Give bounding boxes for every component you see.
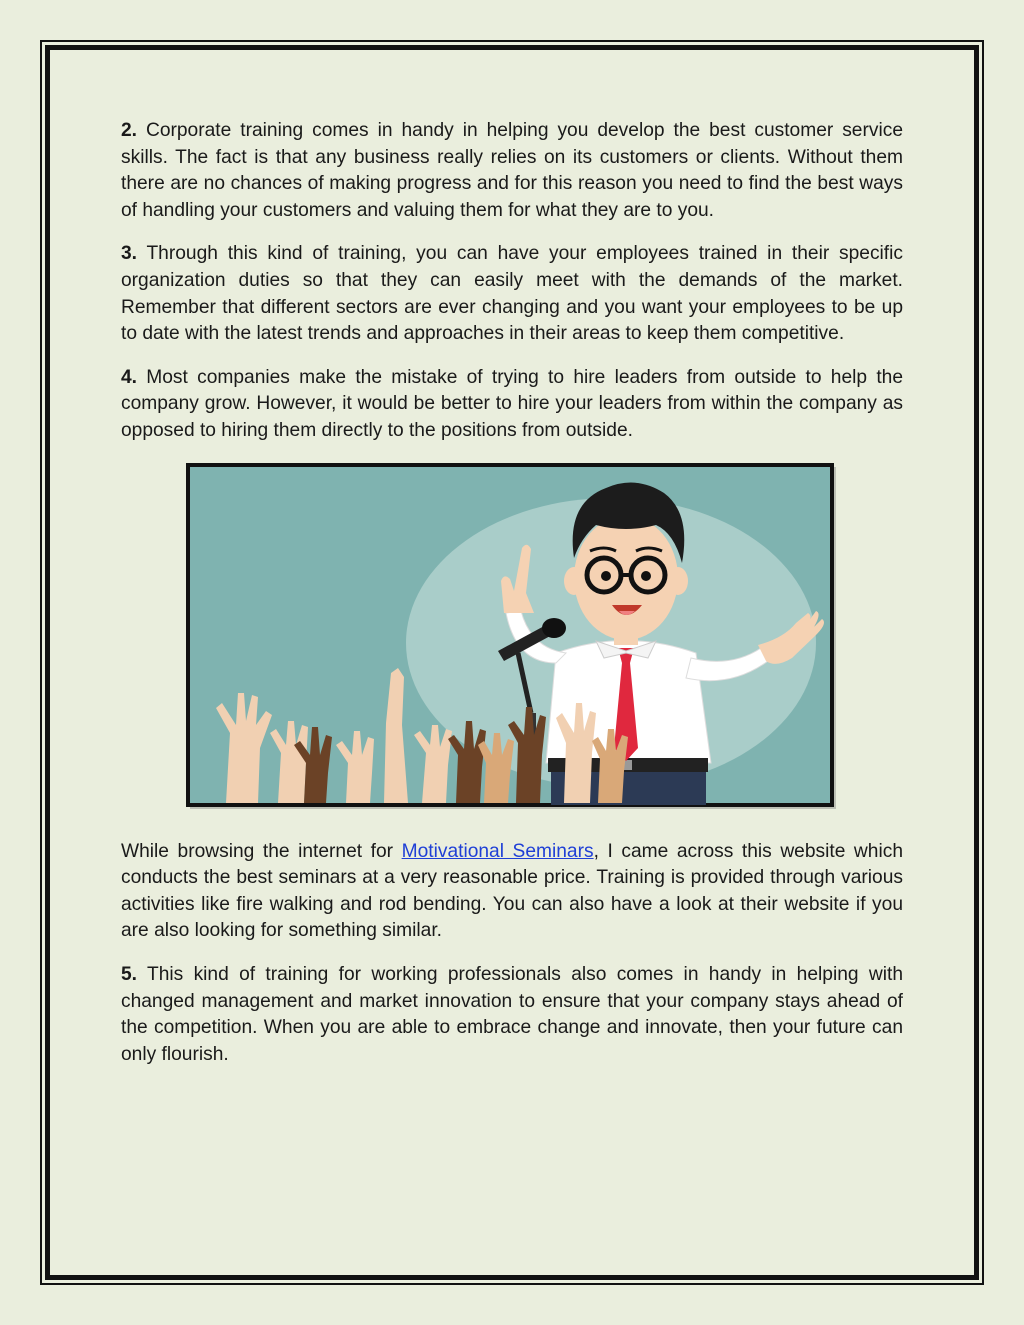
- paragraph-4: [121, 365, 903, 445]
- browsing-text-before: While browsing the internet for: [121, 840, 402, 862]
- paragraph-number: 2.: [121, 120, 138, 141]
- document-body: [121, 118, 903, 1085]
- paragraph-5: [121, 962, 903, 1068]
- motivational-seminars-link[interactable]: Motivational Seminars: [401, 840, 594, 862]
- paragraph-number: 4.: [121, 366, 138, 388]
- paragraph-number: 5.: [121, 963, 138, 985]
- browsing-text-after: , I came across this website which conducts the best seminars at a very reasonable price. Training is provided through various activities like fire walking and rod bending. You can also have a look at their website if you are also looking for something similar.: [121, 840, 903, 942]
- paragraph-number: 3.: [121, 243, 138, 265]
- paragraph-3: [121, 241, 903, 347]
- paragraph-text: Corporate training comes in handy in helping you develop the best customer service skills. The fact is that any business really relies on its customers or clients. Without them there are no chances of making progress and for this reason you need to find the best ways of handling your customers and valuing them for what they are to you.: [121, 120, 903, 221]
- speaker-with-raised-hands-icon: [186, 463, 836, 809]
- paragraph-2: [121, 118, 903, 224]
- paragraph-text: Through this kind of training, you can have your employees trained in their specific organization duties so that they can easily meet with the demands of the market. Remember that different sectors are ever changing and you want your employees to be up to date with the latest trends and approaches in their areas to keep them competitive.: [121, 243, 903, 345]
- paragraph-text: This kind of training for working professionals also comes in handy in helping with changed management and market innovation to ensure that your company stays ahead of the competition. When you are able to embrace change and innovate, then your future can only flourish.: [121, 963, 903, 1065]
- paragraph-text: Most companies make the mistake of trying to hire leaders from outside to help the company grow. However, it would be better to hire your leaders from within the company as opposed to hiring them directly to the positions from outside.: [121, 366, 903, 441]
- paragraph-browsing: [121, 839, 903, 945]
- speaker-illustration: [186, 463, 836, 809]
